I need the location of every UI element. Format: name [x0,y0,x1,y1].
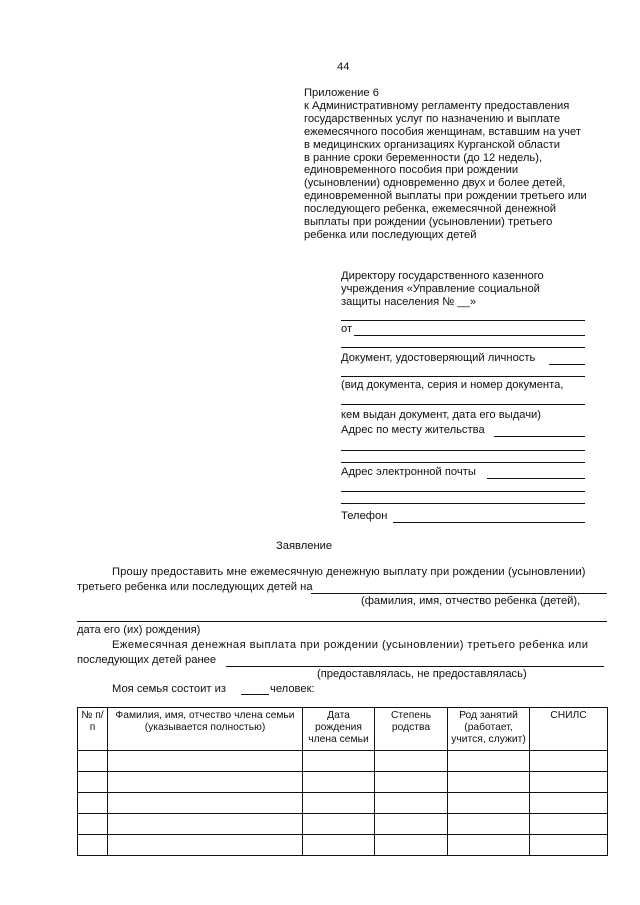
email-field-extra-1[interactable] [341,491,585,492]
table-row [78,772,608,793]
appendix-line: ежемесячного пособия женщинам, вставшим на учет [304,125,581,138]
from-label: от [341,323,353,335]
table-cell[interactable] [78,793,108,814]
previous-payment-hint: (предоставлялась, не предоставлялась) [317,668,527,680]
issued-hint: кем выдан документ, дата его выдачи) [341,409,542,421]
statement-p1-line2: третьего ребенка или последующих детей на [77,581,313,593]
statement-p1-line1: Прошу предоставить мне ежемесячную денежную выплату при рождении (усыновлении) [112,566,586,578]
table-header-row [78,708,608,751]
id-document-hint: (вид документа, серия и номер документа, [341,379,564,391]
statement-p1-line3: дата его (их) рождения) [77,624,201,636]
family-members-table [77,707,608,856]
appendix-line: (усыновлении) одновременно двух и более детей, [304,177,566,190]
appendix-line: в медицинских организациях Курганской области [304,138,560,151]
table-cell[interactable] [108,772,303,793]
child-name-field[interactable] [311,593,607,594]
address-field[interactable] [494,436,585,437]
from-field[interactable] [354,335,585,336]
addressee-line: учреждения «Управление социальной [341,283,540,295]
table-cell[interactable] [375,772,448,793]
table-cell[interactable] [303,835,375,856]
table-cell[interactable] [448,772,530,793]
phone-field[interactable] [393,522,585,523]
table-cell[interactable] [108,793,303,814]
statement-p2-line1: Ежемесячная денежная выплата при рождении (усыновлении) третьего ребенка или [112,639,589,651]
email-label: Адрес электронной почты [341,466,476,478]
statement-p2-line2: последующих детей ранее [77,654,217,666]
addressee-line: Директору государственного казенного [341,270,544,282]
appendix-line: в ранние сроки беременности (до 12 недель), [304,151,543,164]
address-field-extra-2[interactable] [341,462,585,463]
addressee-block [341,270,544,309]
table-cell[interactable] [375,751,448,772]
col-fullname-header: Фамилия, имя, отчество члена семьи (указывается полностью) [108,708,303,751]
table-row [78,835,608,856]
table-cell[interactable] [530,835,608,856]
appendix-line: единовременного пособия при рождении [304,164,519,177]
table-cell[interactable] [448,835,530,856]
table-cell[interactable] [375,793,448,814]
col-number-header: № п/п [78,708,108,751]
table-cell[interactable] [448,751,530,772]
table-cell[interactable] [448,814,530,835]
appendix-line: ребенка или последующих детей [304,228,477,241]
table-cell[interactable] [375,814,448,835]
appendix-header [304,87,587,242]
addressee-line: защиты населения № __» [341,296,477,308]
table-cell[interactable] [78,814,108,835]
col-snils-header: СНИЛС [530,708,608,751]
table-row [78,814,608,835]
from-field-extra[interactable] [341,347,585,348]
table-cell[interactable] [108,751,303,772]
appendix-line: единовременной выплаты при рождении третьего или [304,190,587,203]
table-cell[interactable] [303,793,375,814]
child-name-hint: (фамилия, имя, отчество ребенка (детей), [361,595,581,607]
appendix-line: последующего ребенка, ежемесячной денежной [304,203,557,216]
phone-label: Телефон [341,510,388,522]
appendix-title: Приложение 6 [304,87,379,99]
col-relation-header: Степень родства [375,708,448,751]
family-size-field[interactable] [241,694,269,695]
appendix-line: к Административному регламенту предоставления [304,99,570,112]
table-cell[interactable] [78,772,108,793]
child-name-field-extra[interactable] [77,621,607,622]
email-field-extra-2[interactable] [341,503,585,504]
table-row [78,751,608,772]
id-document-field-extra[interactable] [341,376,585,377]
email-field[interactable] [487,478,585,479]
col-occupation-header: Род занятий (работает, учится, служит) [448,708,530,751]
table-cell[interactable] [375,835,448,856]
table-cell[interactable] [78,751,108,772]
previous-payment-field[interactable] [226,666,604,667]
table-cell[interactable] [303,814,375,835]
id-document-label: Документ, удостоверяющий личность [341,352,536,364]
family-size-prefix: Моя семья состоит из [112,683,226,695]
address-field-extra-1[interactable] [341,450,585,451]
appendix-line: государственных услуг по назначению и выплате [304,112,561,125]
family-size-suffix: человек: [270,683,315,695]
table-cell[interactable] [530,793,608,814]
id-document-field[interactable] [549,364,585,365]
table-cell[interactable] [448,793,530,814]
table-cell[interactable] [303,751,375,772]
id-document-details-field[interactable] [341,404,585,405]
appendix-line: выплаты при рождении (усыновлении) третьего [304,216,553,229]
table-cell[interactable] [530,772,608,793]
addressee-blank-line[interactable] [341,320,585,321]
table-cell[interactable] [530,751,608,772]
table-cell[interactable] [108,814,303,835]
statement-title: Заявление [276,540,333,552]
table-cell[interactable] [303,772,375,793]
table-row [78,793,608,814]
table-cell[interactable] [78,835,108,856]
page-number: 44 [337,61,350,73]
table-cell[interactable] [530,814,608,835]
address-label: Адрес по месту жительства [341,424,485,436]
table-cell[interactable] [108,835,303,856]
col-birthdate-header: Дата рождения члена семьи [303,708,375,751]
